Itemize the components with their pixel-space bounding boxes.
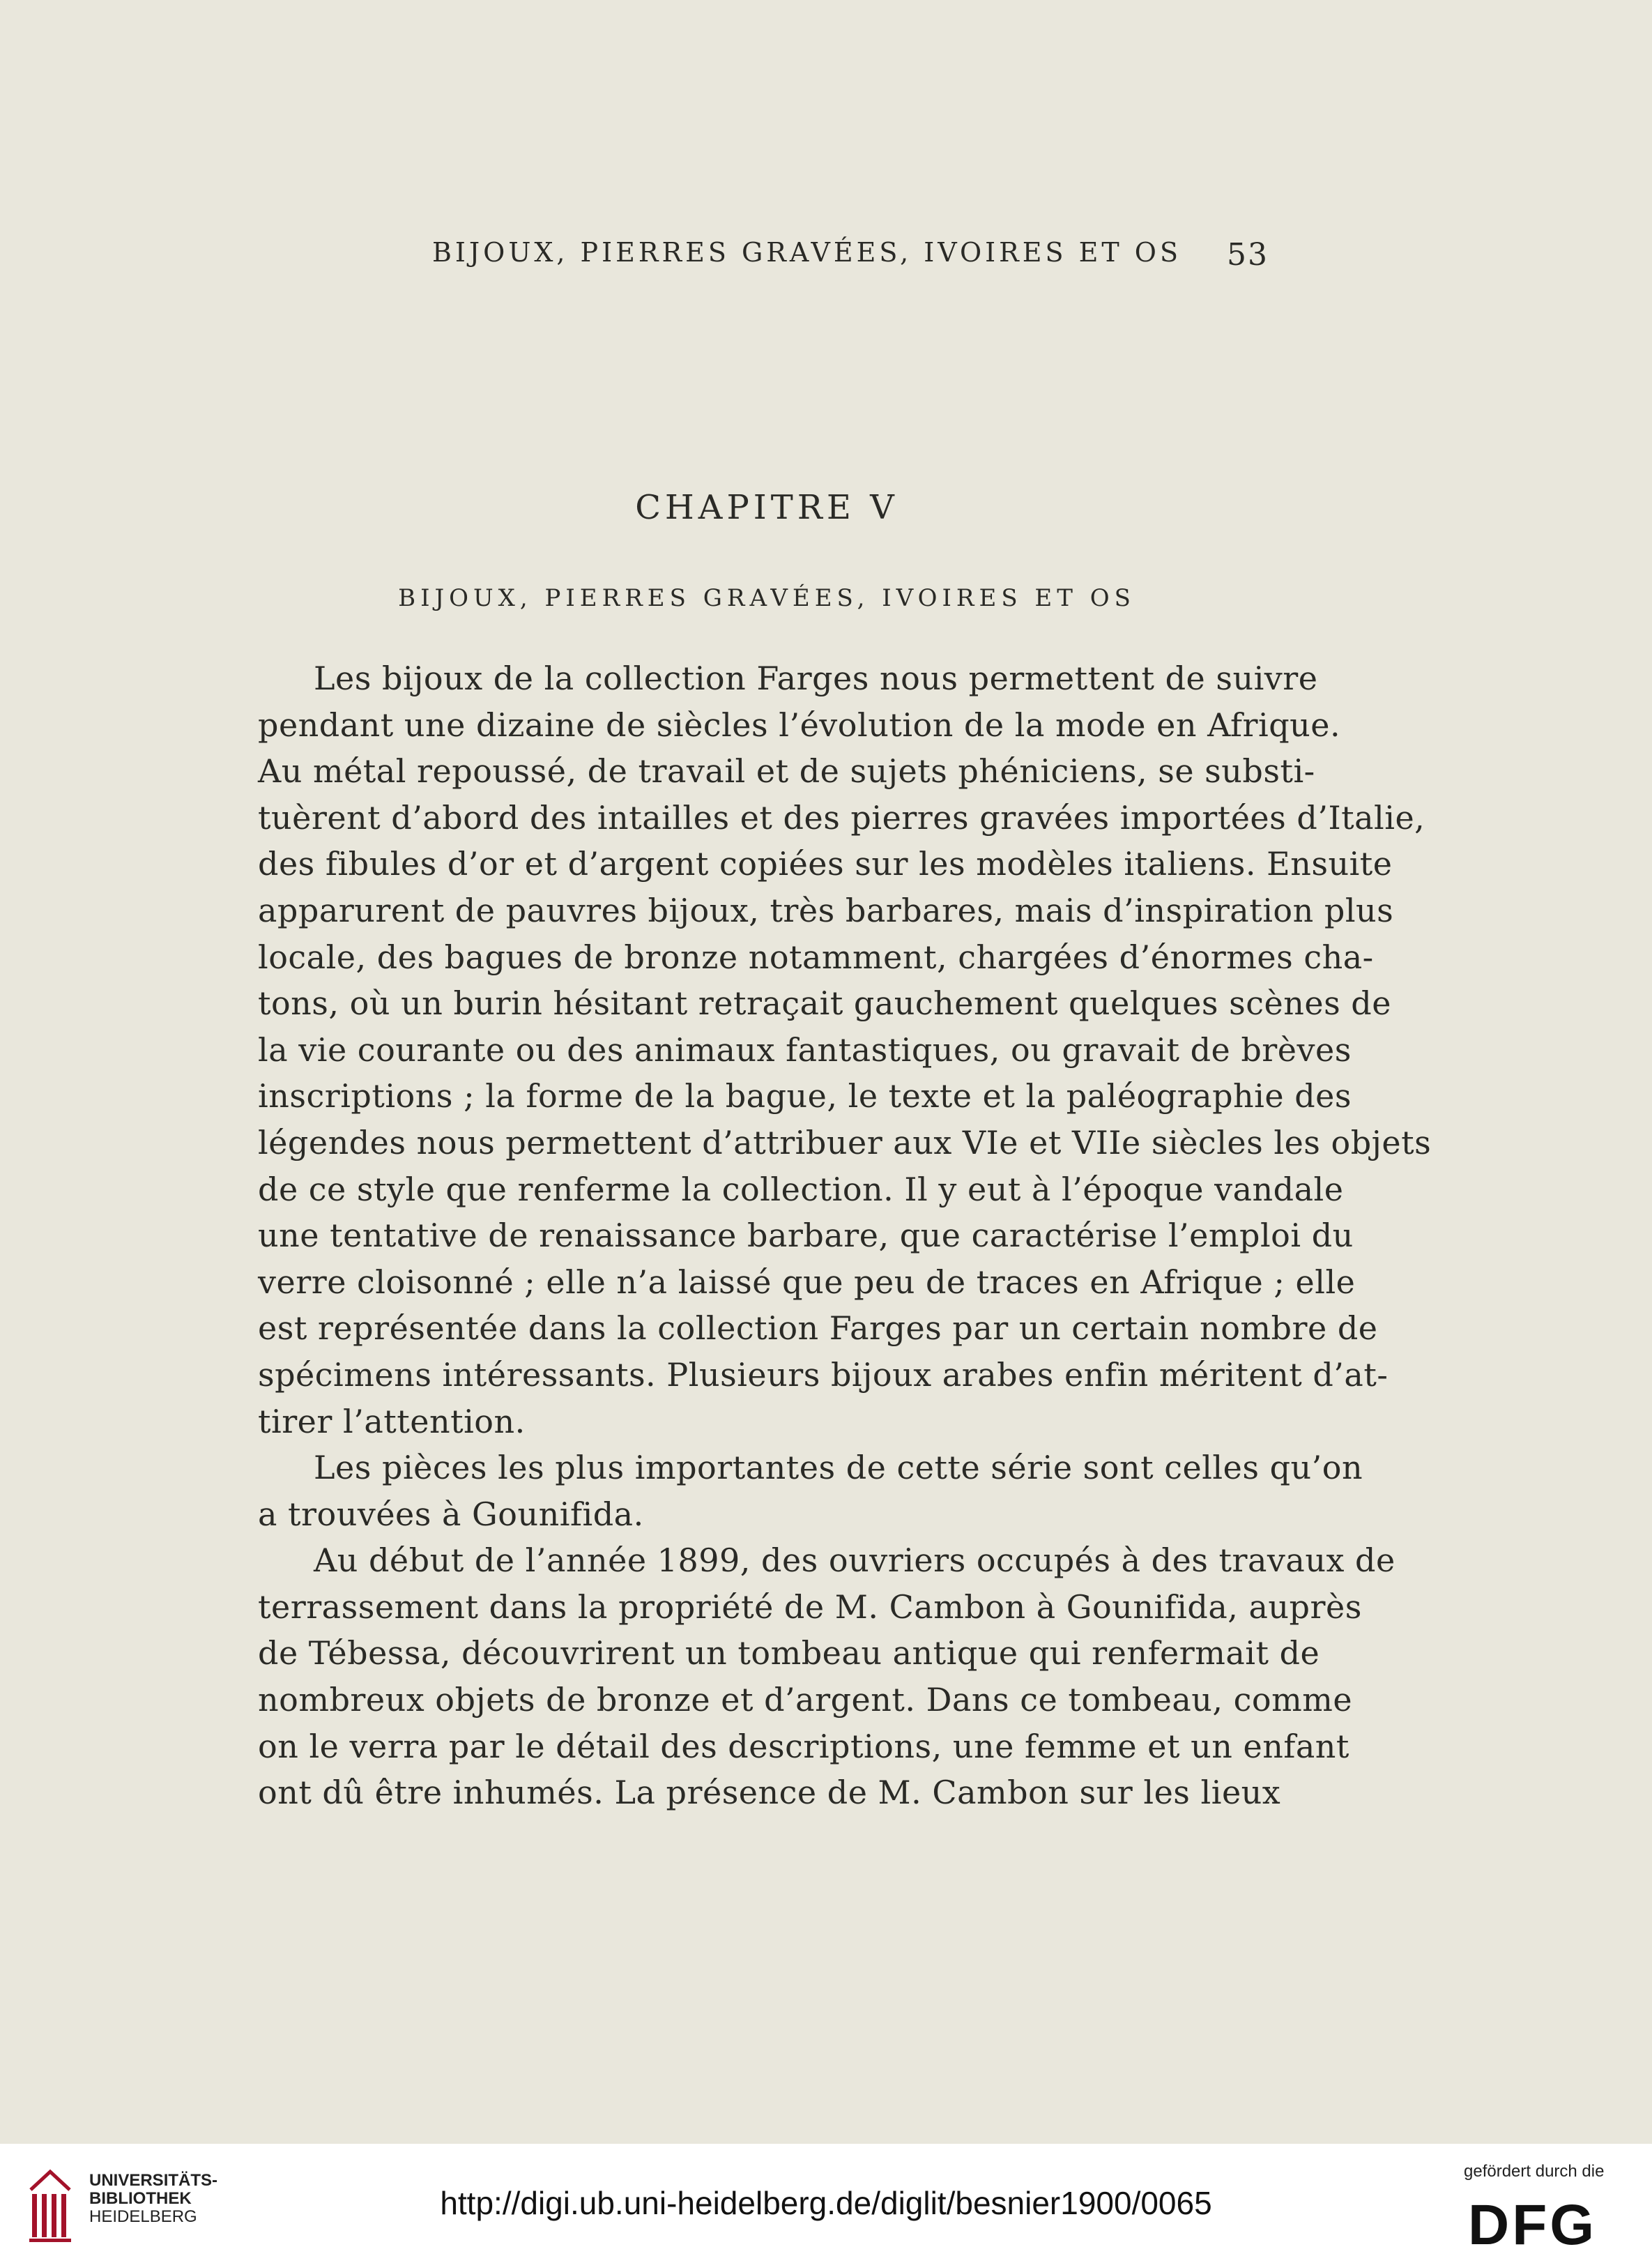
text-line: on le verra par le détail des descriptions, une femme et un enfant	[258, 1727, 1349, 1765]
permalink-url[interactable]: http://digi.ub.uni-heidelberg.de/diglit/besnier1900/0065	[440, 2185, 1212, 2221]
text-line: apparurent de pauvres bijoux, très barbares, mais d’inspiration plus	[258, 891, 1394, 929]
text-line: tirer l’attention.	[258, 1402, 526, 1440]
text-line: spécimens intéressants. Plusieurs bijoux arabes enfin méritent d’at-	[258, 1355, 1389, 1394]
text-line: Au début de l’année 1899, des ouvriers occupés à des travaux de	[314, 1541, 1395, 1580]
text-line: de ce style que renferme la collection. Il y eut à l’époque vandale	[258, 1170, 1344, 1208]
text-line: Au métal repoussé, de travail et de sujets phéniciens, se substi-	[258, 752, 1315, 791]
sponsor-caption: gefördert durch die	[1464, 2162, 1605, 2181]
chapter-heading: CHAPITRE V	[635, 488, 898, 527]
library-name-line1: UNIVERSITÄTS-	[89, 2171, 218, 2190]
text-line: terrassement dans la propriété de M. Cambon à Gounifida, auprès	[258, 1587, 1362, 1626]
text-line: tuèrent d’abord des intailles et des pierres gravées importées d’Italie,	[258, 798, 1425, 837]
text-line: légendes nous permettent d’attribuer aux VIe et VIIe siècles les objets	[258, 1123, 1432, 1161]
text-line: pendant une dizaine de siècles l’évolution de la mode en Afrique.	[258, 706, 1341, 744]
library-name-line2: BIBLIOTHEK	[89, 2189, 192, 2208]
library-name-line3: HEIDELBERG	[89, 2207, 197, 2226]
text-line: locale, des bagues de bronze notamment, chargées d’énormes cha-	[258, 938, 1374, 976]
text-line: la vie courante ou des animaux fantastiques, ou gravait de brèves	[258, 1030, 1352, 1069]
body-text	[258, 655, 1432, 1816]
text-line: Les pièces les plus importantes de cette série sont celles qu’on	[314, 1449, 1363, 1487]
text-line: ont dû être inhumés. La présence de M. Cambon sur les lieux	[258, 1774, 1281, 1812]
page-number: 53	[1227, 237, 1269, 273]
text-line: des fibules d’or et d’argent copiées sur les modèles italiens. Ensuite	[258, 845, 1393, 883]
text-line: verre cloisonné ; elle n’a laissé que peu de traces en Afrique ; elle	[258, 1263, 1356, 1301]
chapter-subtitle: BIJOUX, PIERRES GRAVÉES, IVOIRES ET OS	[398, 584, 1135, 612]
text-line: Les bijoux de la collection Farges nous permettent de suivre	[314, 660, 1318, 697]
running-head-title: BIJOUX, PIERRES GRAVÉES, IVOIRES ET OS	[432, 237, 1181, 268]
text-line: inscriptions ; la forme de la bague, le texte et la paléographie des	[258, 1077, 1352, 1115]
dfg-logo: DFG	[1468, 2193, 1598, 2257]
text-line: est représentée dans la collection Farges par un certain nombre de	[258, 1309, 1378, 1348]
running-head	[0, 237, 1652, 279]
text-line: nombreux objets de bronze et d’argent. Dans ce tombeau, comme	[258, 1681, 1353, 1719]
text-line: de Tébessa, découvrirent un tombeau antique qui renfermait de	[258, 1634, 1320, 1673]
text-line: a trouvées à Gounifida.	[258, 1495, 644, 1533]
footer-bar	[0, 2144, 1652, 2263]
text-line: une tentative de renaissance barbare, que caractérise l’emploi du	[258, 1217, 1354, 1255]
text-line: tons, où un burin hésitant retraçait gauchement quelques scènes de	[258, 984, 1391, 1023]
